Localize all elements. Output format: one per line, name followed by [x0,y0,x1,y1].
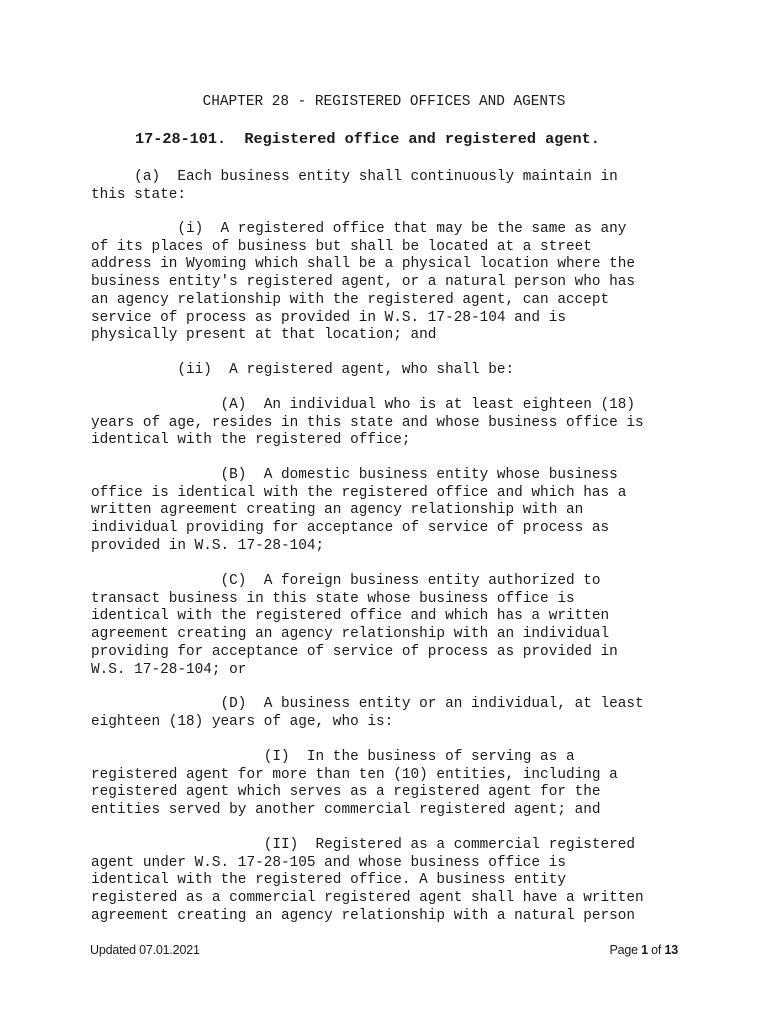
text-line: eighteen (18) years of age, who is: [91,713,394,730]
text-line: years of age, resides in this state and whose business office is [91,414,644,431]
text-line: office is identical with the registered office and which has a [91,484,627,501]
paragraph-C [91,573,618,679]
text-line: identical with the registered office and which has a written [91,608,610,625]
text-line: agent under W.S. 17-28-105 and whose business office is [91,854,566,871]
text-line: (I) In the business of serving as a [91,749,575,765]
text-line: agreement creating an agency relationship with an individual [91,626,610,643]
text-line: provided in W.S. 17-28-104; [91,537,325,554]
text-line: (A) An individual who is at least eighteen (18) [91,397,636,413]
page-prefix: Page [609,943,642,957]
text-line: agreement creating an agency relationship with a natural person [91,907,636,924]
text-line: (C) A foreign business entity authorized to [91,573,601,589]
paragraph-D [91,696,644,731]
text-line: entities served by another commercial registered agent; and [91,802,601,819]
text-line: W.S. 17-28-104; or [91,661,247,678]
text-line: (D) A business entity or an individual, at least [91,696,644,712]
page-total: 13 [664,943,678,957]
section-heading: 17-28-101. Registered office and registered agent. [135,130,600,148]
paragraph-a-i [91,221,635,345]
paragraph-a [91,169,618,204]
page-current: 1 [641,943,648,957]
chapter-heading: CHAPTER 28 - REGISTERED OFFICES AND AGENTS [202,94,566,110]
text-line: (B) A domestic business entity whose business [91,467,618,483]
footer-page-number [609,942,678,958]
text-line: identical with the registered office. A business entity [91,872,566,889]
text-line: (a) Each business entity shall continuously maintain in [91,169,618,185]
text-line: address in Wyoming which shall be a physical location where the [91,256,636,273]
text-line: of its places of business but shall be located at a street [91,238,592,255]
text-line: (ii) A registered agent, who shall be: [91,362,515,378]
page-of: of [647,943,665,957]
paragraph-a-ii [91,362,514,380]
paragraph-D-I [91,749,618,820]
text-line: transact business in this state whose business office is [91,590,575,607]
text-line: (II) Registered as a commercial registered [91,837,636,853]
text-line: this state: [91,186,186,203]
text-line: registered agent for more than ten (10) entities, including a [91,766,618,783]
paragraph-D-II [91,837,644,926]
text-line: written agreement creating an agency relationship with an [91,502,584,519]
footer-updated-date: Updated 07.01.2021 [90,943,200,957]
text-line: service of process as provided in W.S. 17-28-104 and is [91,309,566,326]
text-line: (i) A registered office that may be the same as any [91,221,627,237]
text-line: an agency relationship with the registered agent, can accept [91,291,610,308]
text-line: registered as a commercial registered agent shall have a written [91,890,644,907]
text-line: business entity's registered agent, or a natural person who has [91,274,636,291]
text-line: physically present at that location; and [91,327,437,344]
text-line: registered agent which serves as a registered agent for the [91,784,601,801]
text-line: identical with the registered office; [91,432,411,449]
paragraph-A [91,397,644,450]
paragraph-B [91,467,626,556]
text-line: individual providing for acceptance of service of process as [91,520,610,537]
text-line: providing for acceptance of service of process as provided in [91,643,618,660]
